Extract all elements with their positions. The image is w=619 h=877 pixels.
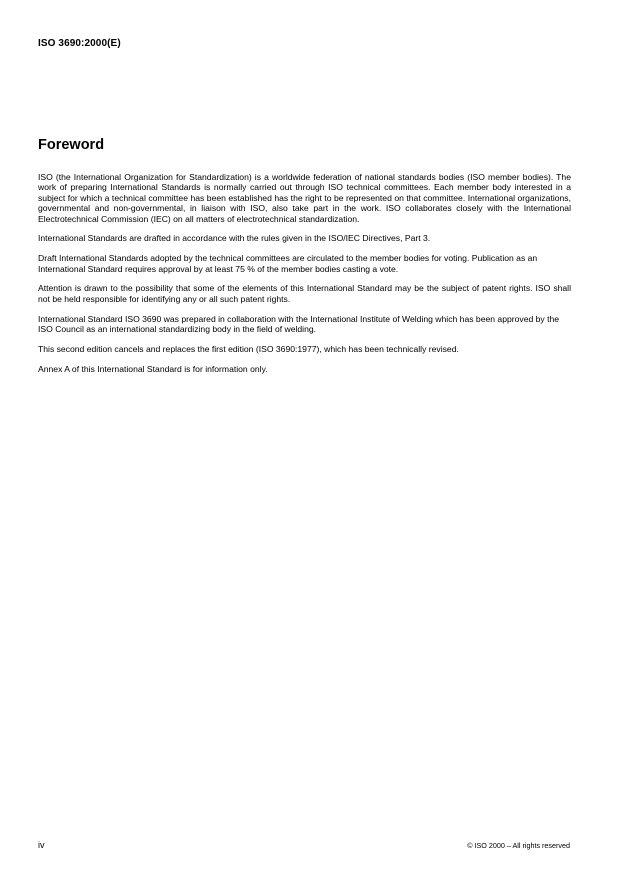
- page-number: iv: [38, 840, 45, 850]
- paragraph-voting: Draft International Standards adopted by the technical committees are circulated to the member bodies for voting. Publication as an International Standard requires approval by at least 75 % of the member bodies casting a vote.: [38, 253, 538, 274]
- document-id: ISO 3690:2000(E): [38, 38, 121, 49]
- paragraph-iso-overview: ISO (the International Organization for Standardization) is a worldwide federation of national standards bodies (ISO member bodies). The work of preparing International Standards is normally carried out through ISO technical committees. Each member body interested in a subject for which a technical committee has been established has the right to be represented on that committee. International organizations, governmental and non-governmental, in liaison with ISO, also take part in the work. ISO collaborates closely with the International Electrotechnical Commission (IEC) on all matters of electrotechnical standardization.: [38, 172, 571, 224]
- paragraph-edition: This second edition cancels and replaces the first edition (ISO 3690:1977), which has been technically revised.: [38, 343, 459, 354]
- copyright-notice: © ISO 2000 – All rights reserved: [467, 841, 570, 850]
- paragraph-drafting-rules: International Standards are drafted in accordance with the rules given in the ISO/IEC Directives, Part 3.: [38, 233, 431, 244]
- paragraph-annex: Annex A of this International Standard is for information only.: [38, 363, 268, 374]
- paragraph-patent-rights: Attention is drawn to the possibility that some of the elements of this International Standard may be the subject of patent rights. ISO shall not be held responsible for identifying any or all such patent rights.: [38, 283, 571, 304]
- page-title: Foreword: [38, 137, 105, 153]
- foreword-body: [38, 172, 571, 383]
- paragraph-preparation: International Standard ISO 3690 was prepared in collaboration with the International Institute of Welding which has been approved by the ISO Council as an international standardizing body in the field of welding.: [38, 313, 560, 335]
